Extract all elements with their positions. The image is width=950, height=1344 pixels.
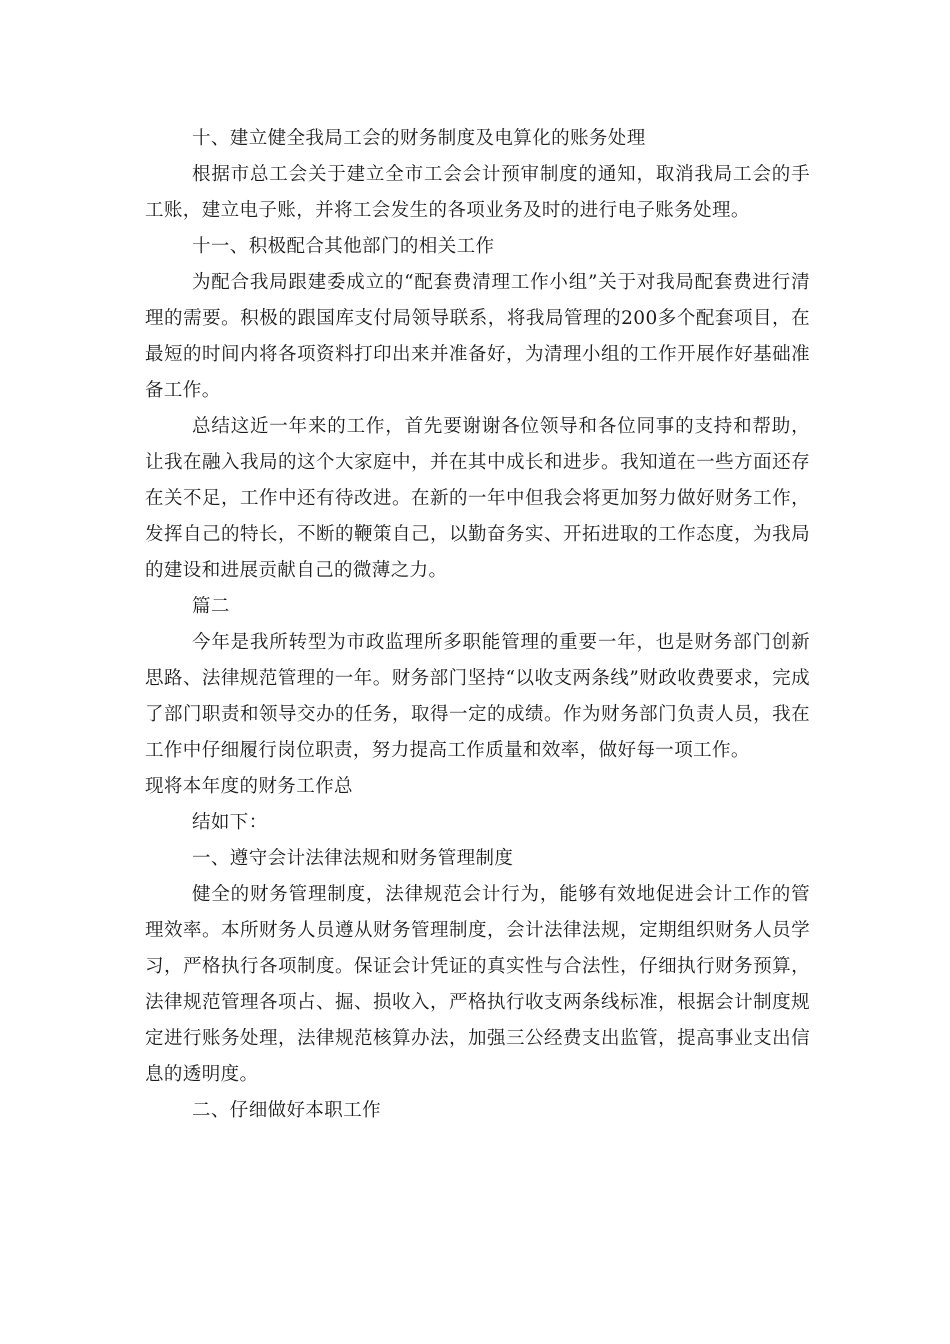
paragraph: 健全的财务管理制度，法律规范会计行为，能够有效地促进会计工作的管理效率。本所财务人员遵从财务管理制度，会计法律法规，定期组织财务人员学习，严格执行各项制度。保证会计凭证的真实性与合法性，仔细执行财务预算，法律规范管理各项占、掘、损收入，严格执行收支两条线标准，根据会计制度规定进行账务处理，法律规范核算办法，加强三公经费支出监管，提高事业支出信息的透明度。 xyxy=(145,884,810,1085)
paragraph-continuation: 现将本年度的财务工作总 xyxy=(145,776,353,797)
document-body xyxy=(145,121,810,1129)
section-heading-1: 一、遵守会计法律法规和财务管理制度 xyxy=(192,848,514,869)
section-heading-11: 十一、积极配合其他部门的相关工作 xyxy=(192,236,495,257)
paragraph: 根据市总工会关于建立全市工会会计预审制度的通知，取消我局工会的手工账，建立电子账，并将工会发生的各项业务及时的进行电子账务处理。 xyxy=(145,164,810,221)
part-heading: 篇二 xyxy=(192,596,230,617)
paragraph: 为配合我局跟建委成立的“配套费清理工作小组”关于对我局配套费进行清理的需要。积极的跟国库支付局领导联系，将我局管理的200多个配套项目，在最短的时间内将各项资料打印出来并准备好，为清理小组的工作开展作好基础准备工作。 xyxy=(145,272,810,401)
paragraph: 结如下： xyxy=(192,812,268,833)
section-heading-10: 十、建立健全我局工会的财务制度及电算化的账务处理 xyxy=(192,128,646,149)
section-heading-2: 二、仔细做好本职工作 xyxy=(192,1100,382,1121)
paragraph: 总结这近一年来的工作，首先要谢谢各位领导和各位同事的支持和帮助，让我在融入我局的这个大家庭中，并在其中成长和进步。我知道在一些方面还存在关不足，工作中还有待改进。在新的一年中但我会将更加努力做好财务工作，发挥自己的特长，不断的鞭策自己，以勤奋务实、开拓进取的工作态度，为我局的建设和进展贡献自己的微薄之力。 xyxy=(145,416,810,581)
paragraph: 今年是我所转型为市政监理所多职能管理的重要一年，也是财务部门创新思路、法律规范管理的一年。财务部门坚持“以收支两条线”财政收费要求，完成了部门职责和领导交办的任务，取得一定的成绩。作为财务部门负责人员，我在工作中仔细履行岗位职责，努力提高工作质量和效率，做好每一项工作。 xyxy=(145,632,810,761)
